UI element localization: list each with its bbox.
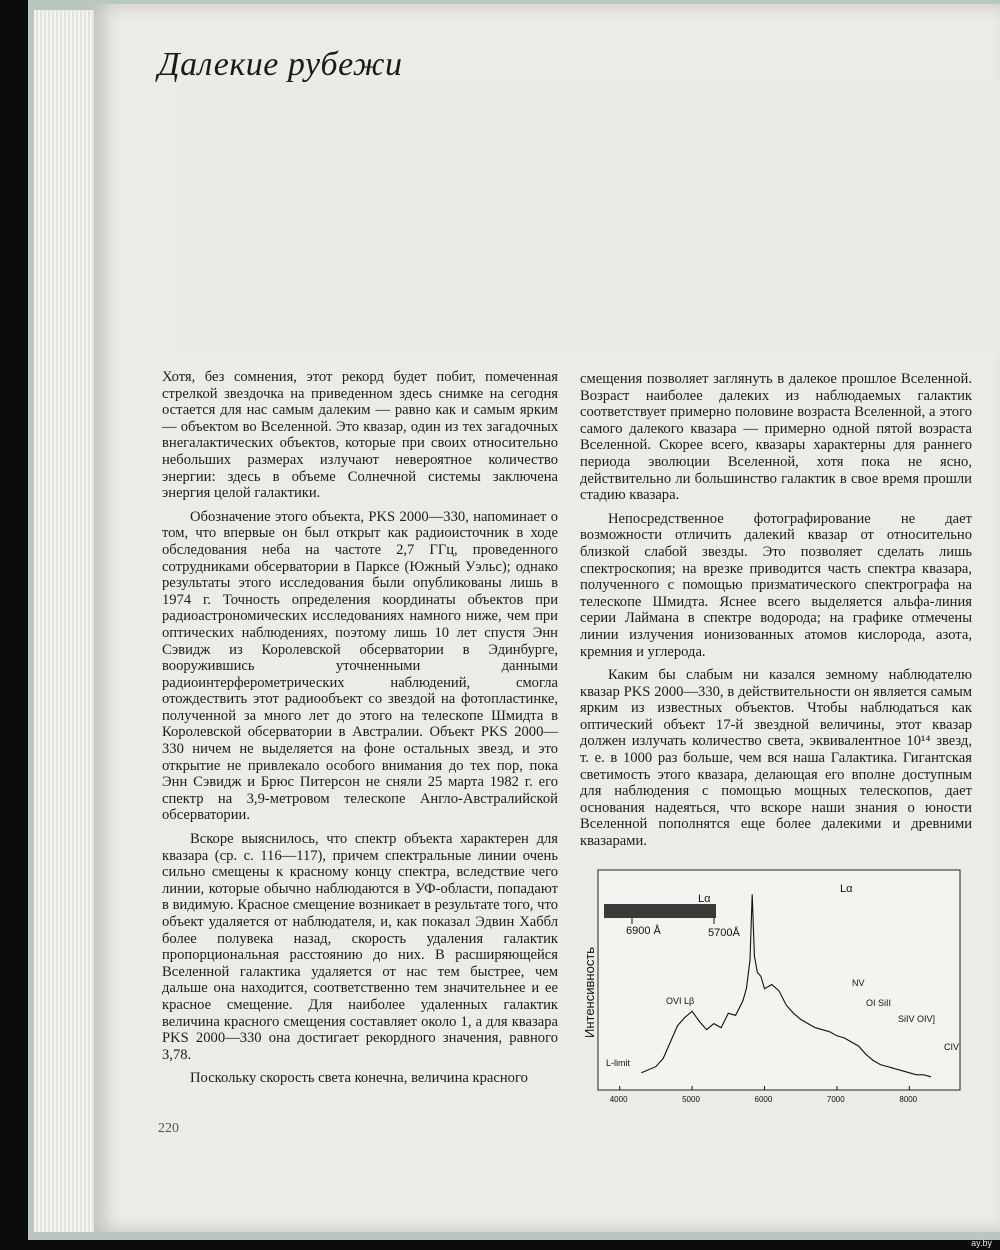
quasar-photo-area — [178, 84, 1000, 354]
paragraph: Непосредственное фотографирование не дает возможности отличить далекий квазар от относительно близкой слабой звезды. Это позволяет сделать лишь спектроскопия; на врезке приводится часть спектра квазара, полученного с помощью призматического спектрографа на телескопе Шмидта. Яснее всего выделяется альфа-линия серии Лаймана в спектре водорода; на графике отмечены линии излучения ионизованных атомов кислорода, азота, кремния и углерода. — [580, 510, 972, 660]
right-text-column — [580, 371, 972, 850]
y-axis-label: Интенсивность — [582, 946, 597, 1038]
line-label-nv: NV — [852, 978, 865, 988]
line-label-lyman-limit: L-limit — [606, 1058, 630, 1068]
inset-left-label: 6900 Å — [626, 925, 661, 937]
paragraph: Вскоре выяснилось, что спектр объекта характерен для квазара (ср. с. 116—117), причем спектральные линии очень сильно смещены к красному концу спектра, вследствие чего линии, которые обычно наблюдаются в УФ-области, попадают в видимую. Красное смещение возникает в результате того, что объект удаляется от наблюдателя, и, как показал Эдвин Хаббл более полувека назад, скорость удаления галактик пропорциональная расстоянию до них. В расширяющейся Вселенной галактика удаляется от нас тем быстрее, чем дальше она находится, соответственно тем значительнее и ее красное смещение. Для наиболее удаленных галактик величина красного смещения составляет около 1, а для квазара PKS 2000—330 она достигает рекордного значения, равного 3,78. — [162, 831, 558, 1063]
x-tick-label: 6000 — [754, 1095, 773, 1104]
x-tick-label: 8000 — [899, 1095, 918, 1104]
paragraph: Каким бы слабым ни казался земному наблюдателю квазар PKS 2000—330, в действительности он является самым ярким из известных объектов. Чтобы наблюдаться как оптический объект 17-й звездной величины, этот квазар должен излучать количество света, эквивалентное 10¹⁴ звезд, т. е. в 1000 раз больше, чем вся наша Галактика. Гигантская светимость этого квазара, делающая его вполне доступным для наблюдения с помощью мощных телескопов, дает основания надеяться, что вскоре наши знания о юности Вселенной пополнятся еще более далекими и древними квазарами. — [580, 667, 972, 850]
line-label-civ: CIV — [944, 1042, 960, 1052]
x-tick-label: 5000 — [682, 1095, 700, 1104]
page-number: 220 — [158, 1121, 179, 1136]
left-text-column — [162, 369, 558, 1087]
chart-frame — [598, 870, 960, 1090]
inset-spectrum-strip — [604, 904, 716, 918]
line-label-siiv-oiv: SiIV OIV] — [898, 1014, 936, 1024]
paragraph: Поскольку скорость света конечна, величина красного — [190, 1070, 528, 1087]
book-page — [94, 4, 1000, 1232]
spectrum-chart — [582, 868, 962, 1108]
x-tick-label: 7000 — [826, 1095, 845, 1104]
book-page-edges — [34, 10, 96, 1232]
inset-right-label: 5700Å — [708, 927, 740, 939]
spectrum-svg — [582, 868, 962, 1108]
line-label-lyman-alpha: Lα — [840, 883, 853, 895]
line-label-ovi-lbeta: OVI Lβ — [666, 996, 695, 1006]
paragraph: Хотя, без сомнения, этот рекорд будет побит, помеченная стрелкой звездочка на приведенном здесь снимке на сегодня остается для нас самым далеким — равно как и самым ярким — объектом во Вселенной. Это квазар, один из тех загадочных внегалактических объектов, которые при своих относительно небольших размерах излучают невероятное количество энергии: здесь в объеме Солнечной системы заключена энергия целой галактики. — [162, 369, 558, 502]
paragraph: смещения позволяет заглянуть в далекое прошлое Вселенной. Возраст наиболее далеких из наблюдаемых галактик соответствует примерно половине возраста Вселенной, а этого самого далекого квазара — примерно одной пятой возраста Вселенной. Скорее всего, квазары характерны для раннего периода эволюции Вселенной, хотя пока не ясно, действительно ли большинство галактик в свое время прошли стадию квазара. — [580, 371, 972, 504]
line-label-oi-siii: OI SiII — [866, 998, 892, 1008]
watermark: ay.by — [971, 1238, 992, 1248]
x-tick-label: 4000 — [609, 1095, 628, 1104]
paragraph: Обозначение этого объекта, PKS 2000—330, напоминает о том, что впервые он был открыт как радиоисточник в ходе обследования неба на частоте 2,7 ГГц, проведенного сотрудниками обсерватории в Парксе (Южный Уэльс); однако результаты этого исследования были опубликованы лишь в 1974 г. Точность определения координаты объектов при радиоастрономических исследованиях намного ниже, чем при оптических наблюдениях, поэтому лишь 10 лет спустя Энн Сэвидж из Королевской обсерватории в Эдинбурге, вооружившись уточненными данными радиоинтерферометрических наблюдений, смогла отождествить этот радиообъект со звездой на фотопластинке, полученной за много лет до этого на телескопе Шмидта в Королевской обсерватории в Австралии. Объект PKS 2000—330 ничем не выделяется на фоне остальных звезд, и это открытие не привлекало особого внимания до тех пор, пока Энн Сэвидж и Брюс Питерсон не сняли 25 марта 1982 г. его спектр на 3,9-метровом телескопе Англо-Австралийской обсерватории. — [162, 508, 558, 824]
inset-lyman-alpha-label: Lα — [698, 893, 711, 905]
page-heading: Далекие рубежи — [158, 46, 403, 83]
